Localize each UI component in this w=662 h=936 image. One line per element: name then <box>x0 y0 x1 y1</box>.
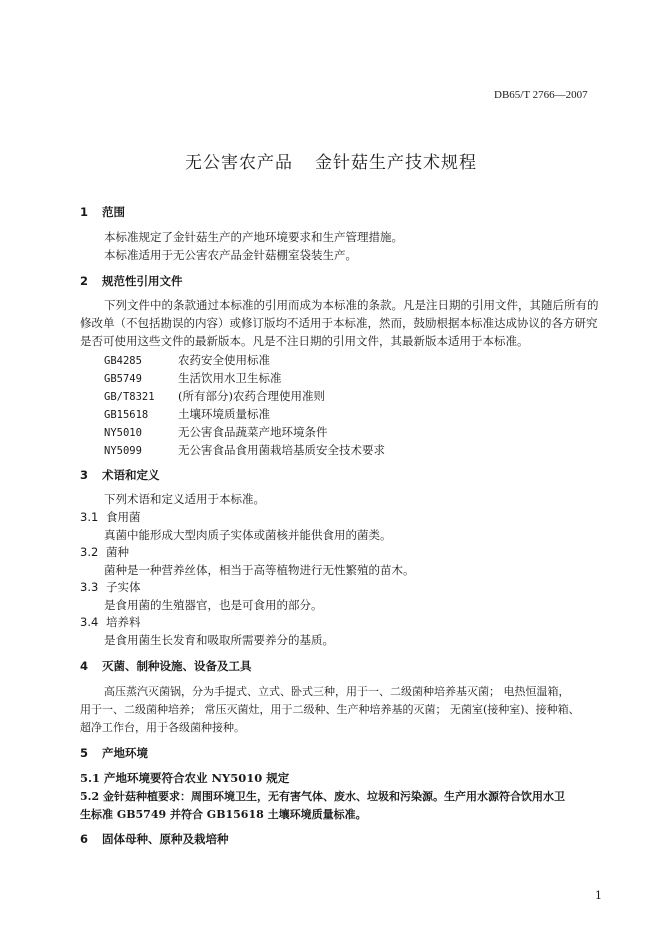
term-heading <box>80 544 129 560</box>
reference-code: GB5749 <box>104 373 142 385</box>
section-title: 术语和定义 <box>102 468 160 482</box>
paragraph-line: 修改单（不包括勘误的内容）或修订版均不适用于本标准，然而，鼓励根据本标准达成协议的各方研究 <box>80 316 598 330</box>
section-heading-4 <box>80 658 252 674</box>
term-definition: 真菌中能形成大型肉质子实体或菌核并能供食用的菌类。 <box>104 528 392 542</box>
section-heading-1 <box>80 204 125 220</box>
section-heading-2 <box>80 273 183 289</box>
reference-title: (所有部分)农药合理使用准则 <box>178 389 325 403</box>
reference-item <box>104 406 270 422</box>
term-number: 3.4 <box>80 615 99 629</box>
paragraph-line: 超净工作台，用于各级菌种接种。 <box>80 721 245 734</box>
reference-title: 生活饮用水卫生标准 <box>178 371 282 385</box>
term-heading <box>80 509 141 525</box>
term-name: 菌种 <box>106 545 129 559</box>
term-name: 培养料 <box>106 615 141 629</box>
reference-item <box>104 424 328 440</box>
term-definition: 是食用菌生长发育和吸取所需要养分的基质。 <box>104 633 334 647</box>
term-definition: 是食用菌的生殖器官，也是可食用的部分。 <box>104 598 323 612</box>
reference-item <box>104 388 325 404</box>
reference-title: 农药安全使用标准 <box>178 353 270 367</box>
paragraph-line: 高压蒸汽灭菌锅，分为手提式、立式、卧式三种，用于一、二级菌种培养基灭菌； 电热恒温箱， <box>104 685 570 698</box>
clause-continued: 生标准 GB5749 并符合 GB15618 土壤环境质量标准。 <box>80 808 367 821</box>
reference-title: 土壤环境质量标准 <box>178 407 270 421</box>
section-number: 2 <box>80 274 89 288</box>
section-heading-5 <box>80 745 148 761</box>
section-heading-6 <box>80 831 229 847</box>
paragraph-line: 下列文件中的条款通过本标准的引用而成为本标准的条款。凡是注日期的引用文件，其随后所有的 <box>104 298 599 312</box>
term-number: 3.3 <box>80 580 99 594</box>
reference-code: GB/T8321 <box>104 391 155 403</box>
reference-title: 无公害食品蔬菜产地环境条件 <box>178 425 328 439</box>
section-number: 3 <box>80 468 89 482</box>
term-name: 食用菌 <box>106 510 141 524</box>
term-number: 3.2 <box>80 545 99 559</box>
term-name: 子实体 <box>106 580 141 594</box>
reference-title: 无公害食品食用菌栽培基质安全技术要求 <box>178 443 385 457</box>
section-number: 4 <box>80 659 89 673</box>
paragraph-line: 用于一、二级菌种培养； 常压灭菌灶，用于二级种、生产种培养基的灭菌； 无菌室(接种室)、接种箱、 <box>80 703 580 716</box>
section-title: 范围 <box>102 205 125 219</box>
paragraph: 本标准适用于无公害农产品金针菇棚室袋装生产。 <box>104 248 357 262</box>
term-number: 3.1 <box>80 510 99 524</box>
clause: 5.2 金针菇种植要求：周围环境卫生，无有害气体、废水、垃圾和污染源。生产用水源符合饮用水卫 <box>80 790 565 803</box>
reference-item <box>104 442 385 458</box>
paragraph-line: 是否可使用这些文件的最新版本。凡是不注日期的引用文件，其最新版本适用于本标准。 <box>80 334 529 348</box>
title-part1: 无公害农产品 <box>185 153 293 173</box>
term-heading <box>80 614 141 630</box>
reference-item <box>104 370 282 386</box>
section-number: 1 <box>80 205 89 219</box>
clause: 5.1 产地环境要符合农业 NY5010 规定 <box>80 771 290 785</box>
section-number: 5 <box>80 746 89 760</box>
title-part2: 金针菇生产技术规程 <box>315 153 477 173</box>
section-title: 产地环境 <box>102 746 148 760</box>
reference-code: GB4285 <box>104 355 142 367</box>
reference-code: GB15618 <box>104 409 149 421</box>
section-number: 6 <box>80 832 89 846</box>
term-definition: 菌种是一种营养丝体，相当于高等植物进行无性繁殖的苗木。 <box>104 563 415 577</box>
page-number: 1 <box>595 889 602 902</box>
term-heading <box>80 579 141 595</box>
reference-code: NY5010 <box>104 427 142 439</box>
reference-code: NY5099 <box>104 445 142 457</box>
page-title <box>0 148 662 173</box>
section-title: 固体母种、原种及栽培种 <box>102 832 229 846</box>
section-title: 规范性引用文件 <box>102 274 183 288</box>
paragraph: 下列术语和定义适用于本标准。 <box>104 492 265 506</box>
section-heading-3 <box>80 467 160 483</box>
section-title: 灭菌、制种设施、设备及工具 <box>102 659 252 673</box>
paragraph: 本标准规定了金针菇生产的产地环境要求和生产管理措施。 <box>104 230 403 244</box>
doc-number: DB65/T 2766—2007 <box>494 89 588 101</box>
reference-item <box>104 352 270 368</box>
